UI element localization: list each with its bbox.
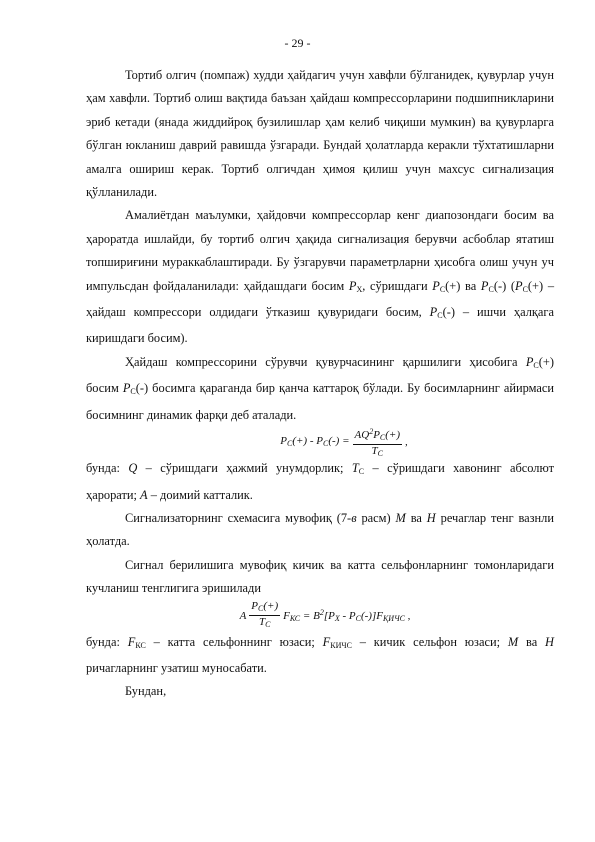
page-number: - 29 - — [284, 36, 311, 50]
fraction-1: $\frac{AQ^2P_С(+)}{T_С}$ — [354, 426, 401, 458]
paragraph-1: Тортиб олгич (помпаж) худди ҳайдагич учун хавфли бўлганидек, қувурлар учун ҳам хавфли. Тортиб олиш вақтида баъзан ҳайдаш компрессорларини подшипникларини эриб кетади (янада жиддийроқ бузилишлар ҳам келиб чиқиши мумкин) ва қувурларга бўлган юкланиш даврий равишда ўзгаради. Бундай ҳолатларда керакли тўхтатишларни амалга ошириш керак. Тортиб олгичдан ҳимоя қилиш учун махсус сигнализация қўлланилади. — [86, 68, 554, 200]
paragraph-4: бунда: Q – сўришдаги ҳажмий унумдорлик; $T_С$ – сўришдаги хавонинг абсолют ҳарорати; A – доимий катталик. — [86, 461, 554, 502]
formula-force-balance: A $\frac{P_С(+)}{T_С}$ $F_{КС} = B^2[P_Х - P_С(-)]F_{ҚИЧС}$ , — [239, 600, 411, 630]
paragraph-3: Ҳайдаш компрессорини сўрувчи қувурчасининг қаршилиги ҳисобига $P_С(+)$ босим $P_С(-)$ босимга қараганда бир қанча каттароқ бўлади. Бу босимларнинг айирмаси босимнинг динамик фарқи деб аталади. — [86, 354, 554, 422]
paragraph-2: Амалиётдан маълумки, ҳайдовчи компрессорлар кенг диапозондаги босим ва ҳароратда ишлайди, бу тортиб олгич ҳақида сигнализация берувчи асбоблар ятатиш топшириғини мураккаблаштиради. Бу ўзгарувчи параметрларни ҳисобга олиш учун уч импульсдан фойдаланилади: ҳайдашдаги босим $P_Х$, сўришдаги $P_С(+)$ ва $P_С(-)$ ($P_С(+)$ – ҳайдаш компрессори олдидаги ўтказиш қувуридаги босим, $P_С(-)$ – ишчи ҳалқага киришдаги босим). — [86, 208, 555, 346]
paragraph-8: Бундан, — [125, 684, 167, 699]
paragraph-7: бунда: $F_{КС}$ – катта сельфоннинг юзаси; $F_{КИЧС}$ – кичик сельфон юзаси; M ва Н ричагларнинг узатиш муносабати. — [86, 634, 554, 675]
paragraph-5: Сигнализаторнинг схемасига мувофиқ (7-в расм) M ва Н речаглар тенг вазнли ҳолатда. — [86, 510, 554, 549]
body-text — [86, 64, 554, 704]
formula-pressure-difference: $P_С(+) - P_С(-)$ = $\frac{AQ^2P_С(+)}{T_С}$ , — [280, 426, 408, 458]
paragraph-6: Сигнал берилишига мувофиқ кичик ва катта сельфонларнинг томонларидаги кучланиш тенглигига эришилади — [86, 557, 554, 596]
fraction-2: $\frac{P_С(+)}{T_С}$ — [251, 600, 279, 630]
